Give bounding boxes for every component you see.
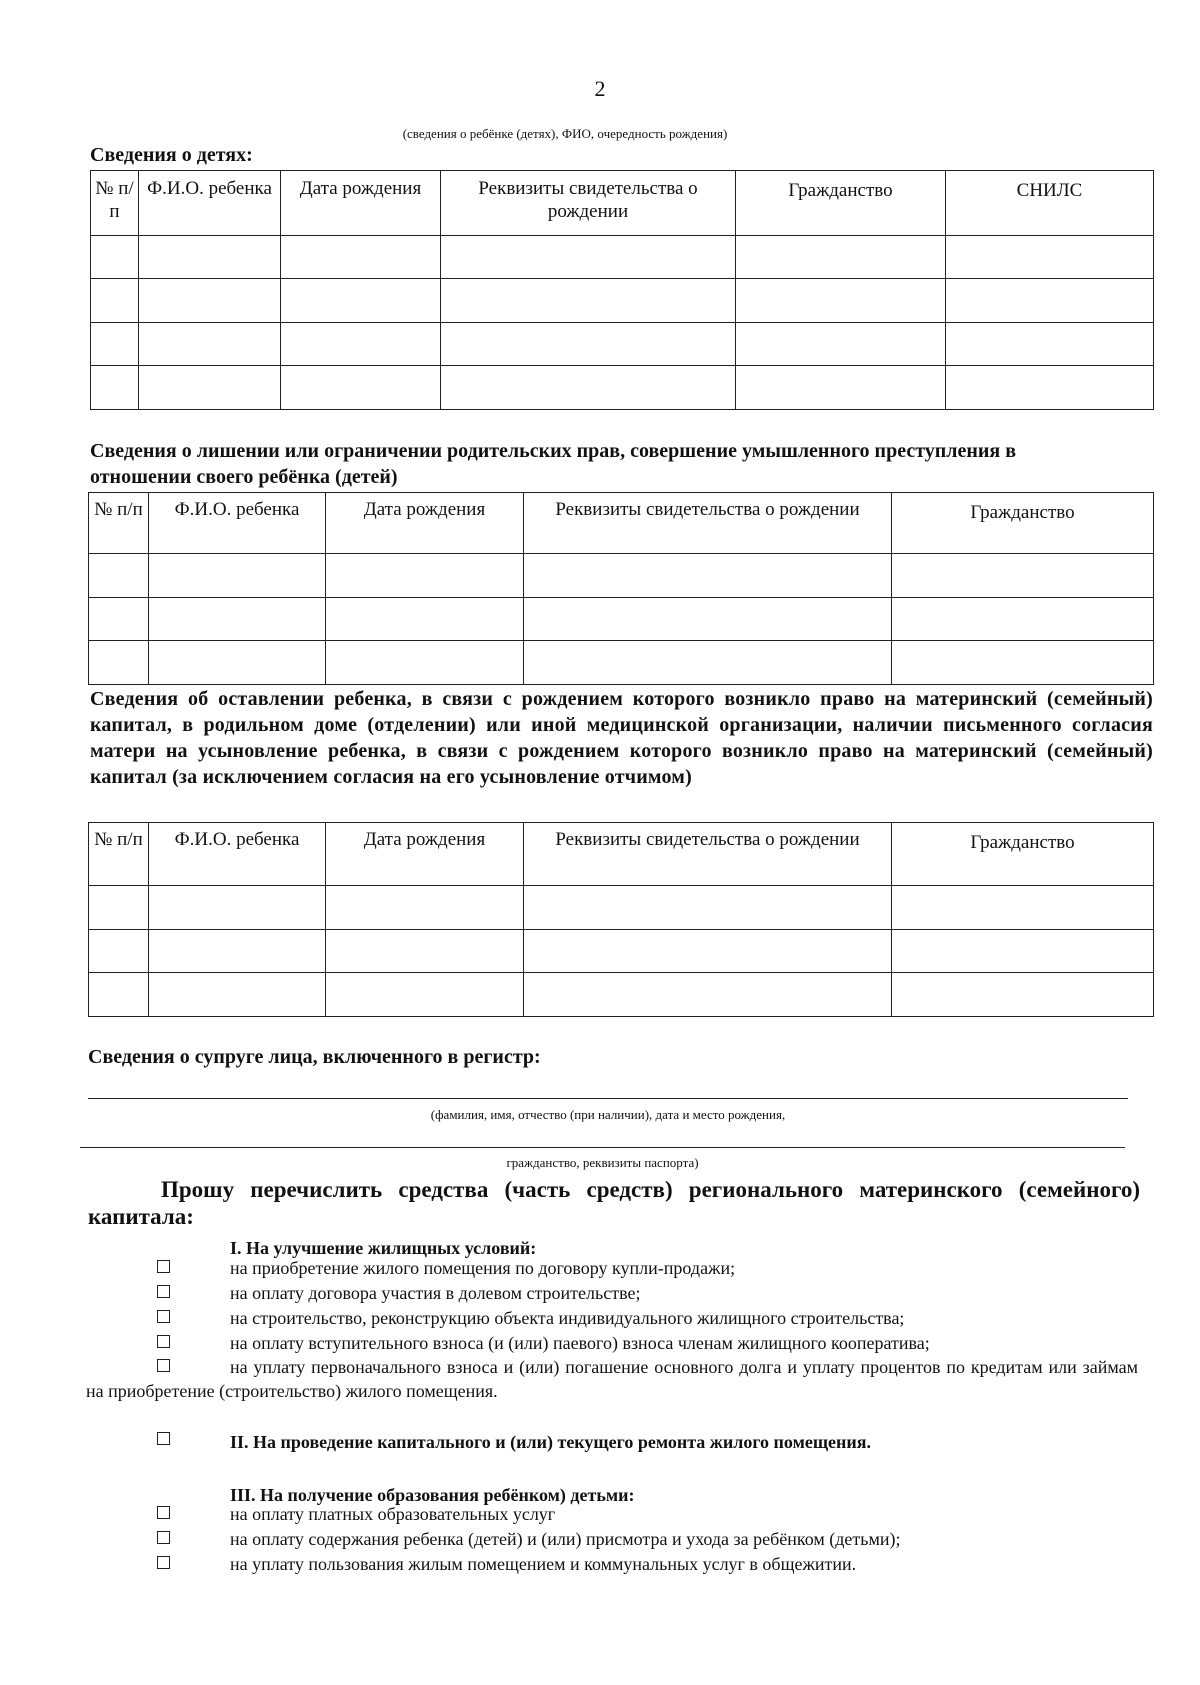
table-cell[interactable] bbox=[524, 641, 892, 685]
table-cell[interactable] bbox=[892, 973, 1154, 1017]
section-2-title: II. На проведение капитального и (или) текущего ремонта жилого помещения. bbox=[230, 1432, 871, 1452]
page-number: 2 bbox=[594, 76, 606, 101]
spouse-caption-1: (фамилия, имя, отчество (при наличии), дата и место рождения, bbox=[430, 1107, 786, 1122]
checkbox-option-3-2[interactable] bbox=[157, 1531, 170, 1544]
table-cell[interactable] bbox=[89, 554, 149, 598]
option-1-1-text: на приобретение жилого помещения по договору купли-продажи; bbox=[230, 1258, 736, 1278]
table-cell[interactable] bbox=[326, 598, 524, 641]
table-cell[interactable] bbox=[441, 279, 736, 323]
section-3-title: III. На получение образования ребёнком) детьми: bbox=[230, 1485, 635, 1505]
children-table bbox=[90, 170, 1154, 410]
table-cell[interactable] bbox=[139, 279, 281, 323]
table-cell[interactable] bbox=[139, 323, 281, 366]
table-cell[interactable] bbox=[524, 554, 892, 598]
table-cell[interactable] bbox=[946, 323, 1154, 366]
table-cell[interactable] bbox=[89, 598, 149, 641]
checkbox-option-3-1[interactable] bbox=[157, 1506, 170, 1519]
table-cell[interactable] bbox=[736, 236, 946, 279]
table-row[interactable] bbox=[89, 930, 1154, 973]
column-header: Реквизиты свидетельства о рождении bbox=[441, 171, 736, 236]
table-row[interactable] bbox=[89, 554, 1154, 598]
checkbox-section-2[interactable] bbox=[157, 1432, 170, 1445]
abandonment-heading: Сведения об оставлении ребенка, в связи с рождением которого возникло право на материнский (семейный) капитал, в родильном доме (отделении) или иной медицинской организации, наличии письменного согласия матери на усыновление ребенка, в связи с рождением которого возникло право на материнский (семейный) капитал (за исключением согласия на его усыновление отчимом) bbox=[90, 688, 1153, 788]
table-cell[interactable] bbox=[326, 886, 524, 930]
table-cell[interactable] bbox=[139, 366, 281, 410]
table-cell[interactable] bbox=[524, 598, 892, 641]
table-cell[interactable] bbox=[149, 930, 326, 973]
column-header: Дата рождения bbox=[281, 171, 441, 236]
table-cell[interactable] bbox=[149, 641, 326, 685]
table-cell[interactable] bbox=[139, 236, 281, 279]
table-cell[interactable] bbox=[326, 973, 524, 1017]
table-row[interactable] bbox=[89, 641, 1154, 685]
column-header: Гражданство bbox=[892, 823, 1154, 886]
column-header: № п/п bbox=[89, 823, 149, 886]
table-row[interactable] bbox=[91, 323, 1154, 366]
checkbox-option-3-3[interactable] bbox=[157, 1556, 170, 1569]
table-cell[interactable] bbox=[441, 323, 736, 366]
column-header: Реквизиты свидетельства о рождении bbox=[524, 493, 892, 554]
table-row[interactable] bbox=[91, 279, 1154, 323]
option-1-3-text: на строительство, реконструкцию объекта индивидуального жилищного строительства; bbox=[230, 1308, 905, 1328]
table-cell[interactable] bbox=[326, 554, 524, 598]
column-header: № п/п bbox=[89, 493, 149, 554]
table-cell[interactable] bbox=[736, 279, 946, 323]
table-row[interactable] bbox=[89, 973, 1154, 1017]
request-title: Прошу перечислить средства (часть средств) регионального материнского (семейного) капитала: bbox=[88, 1177, 1140, 1229]
table-cell[interactable] bbox=[91, 236, 139, 279]
table-cell[interactable] bbox=[149, 886, 326, 930]
column-header: Дата рождения bbox=[326, 823, 524, 886]
checkbox-option-1-2[interactable] bbox=[157, 1285, 170, 1298]
option-3-2-text: на оплату содержания ребенка (детей) и (или) присмотра и ухода за ребёнком (детьми); bbox=[230, 1529, 901, 1549]
table-row[interactable] bbox=[91, 366, 1154, 410]
column-header: Дата рождения bbox=[326, 493, 524, 554]
option-1-4-text: на оплату вступительного взноса (и (или) паевого) взноса членам жилищного кооператива; bbox=[230, 1333, 930, 1353]
table-cell[interactable] bbox=[149, 554, 326, 598]
option-1-5-text: на уплату первоначального взноса и (или) погашение основного долга и уплату процентов по кредитам или займам на приобретение (строительство) жилого помещения. bbox=[86, 1357, 1138, 1401]
table-cell[interactable] bbox=[281, 279, 441, 323]
deprivation-table bbox=[88, 492, 1154, 685]
table-cell[interactable] bbox=[524, 973, 892, 1017]
spouse-heading: Сведения о супруге лица, включенного в регистр: bbox=[88, 1046, 541, 1068]
table-cell[interactable] bbox=[91, 323, 139, 366]
column-header: Гражданство bbox=[736, 171, 946, 236]
table-cell[interactable] bbox=[326, 930, 524, 973]
option-1-2-text: на оплату договора участия в долевом строительстве; bbox=[230, 1283, 641, 1303]
table-row[interactable] bbox=[89, 886, 1154, 930]
table-cell[interactable] bbox=[91, 279, 139, 323]
spouse-caption-2: гражданство, реквизиты паспорта) bbox=[506, 1155, 699, 1170]
abandonment-table bbox=[88, 822, 1154, 1017]
table-cell[interactable] bbox=[441, 236, 736, 279]
table-cell[interactable] bbox=[89, 641, 149, 685]
option-3-3-text: на уплату пользования жилым помещением и коммунальных услуг в общежитии. bbox=[230, 1554, 857, 1574]
column-header: № п/п bbox=[91, 171, 139, 236]
table-cell[interactable] bbox=[892, 886, 1154, 930]
column-header: Ф.И.О. ребенка bbox=[139, 171, 281, 236]
table-cell[interactable] bbox=[326, 641, 524, 685]
table-cell[interactable] bbox=[946, 279, 1154, 323]
checkbox-option-1-1[interactable] bbox=[157, 1260, 170, 1273]
column-header: Реквизиты свидетельства о рождении bbox=[524, 823, 892, 886]
spouse-line-2[interactable] bbox=[80, 1147, 1125, 1148]
table-cell[interactable] bbox=[524, 886, 892, 930]
checkbox-option-1-4[interactable] bbox=[157, 1335, 170, 1348]
table-cell[interactable] bbox=[89, 973, 149, 1017]
table-cell[interactable] bbox=[736, 366, 946, 410]
table-row[interactable] bbox=[91, 236, 1154, 279]
table-cell[interactable] bbox=[736, 323, 946, 366]
column-header: Ф.И.О. ребенка bbox=[149, 823, 326, 886]
option-3-1-text: на оплату платных образовательных услуг bbox=[230, 1504, 556, 1524]
table-cell[interactable] bbox=[89, 930, 149, 973]
spouse-line-1[interactable] bbox=[88, 1098, 1128, 1099]
table-cell[interactable] bbox=[281, 366, 441, 410]
deprivation-heading: Сведения о лишении или ограничении родительских прав, совершение умышленного преступления в отношении своего ребёнка (детей) bbox=[90, 440, 1017, 488]
column-header: СНИЛС bbox=[946, 171, 1154, 236]
table-header-row bbox=[89, 493, 1154, 554]
table-cell[interactable] bbox=[892, 554, 1154, 598]
table-cell[interactable] bbox=[89, 886, 149, 930]
checkbox-option-1-3[interactable] bbox=[157, 1310, 170, 1323]
table-cell[interactable] bbox=[892, 930, 1154, 973]
table-cell[interactable] bbox=[892, 641, 1154, 685]
table-cell[interactable] bbox=[441, 366, 736, 410]
table-header-row bbox=[89, 823, 1154, 886]
table-cell[interactable] bbox=[149, 598, 326, 641]
table-cell[interactable] bbox=[946, 236, 1154, 279]
table-cell[interactable] bbox=[149, 973, 326, 1017]
table-cell[interactable] bbox=[524, 930, 892, 973]
table-cell[interactable] bbox=[91, 366, 139, 410]
table-cell[interactable] bbox=[892, 598, 1154, 641]
column-header: Ф.И.О. ребенка bbox=[149, 493, 326, 554]
table-cell[interactable] bbox=[281, 323, 441, 366]
table-row[interactable] bbox=[89, 598, 1154, 641]
top-caption: (сведения о ребёнке (детях), ФИО, очередность рождения) bbox=[402, 126, 728, 141]
table-header-row bbox=[91, 171, 1154, 236]
column-header: Гражданство bbox=[892, 493, 1154, 554]
children-heading: Сведения о детях: bbox=[90, 144, 253, 166]
section-1-title: I. На улучшение жилищных условий: bbox=[230, 1238, 537, 1258]
table-cell[interactable] bbox=[946, 366, 1154, 410]
table-cell[interactable] bbox=[281, 236, 441, 279]
